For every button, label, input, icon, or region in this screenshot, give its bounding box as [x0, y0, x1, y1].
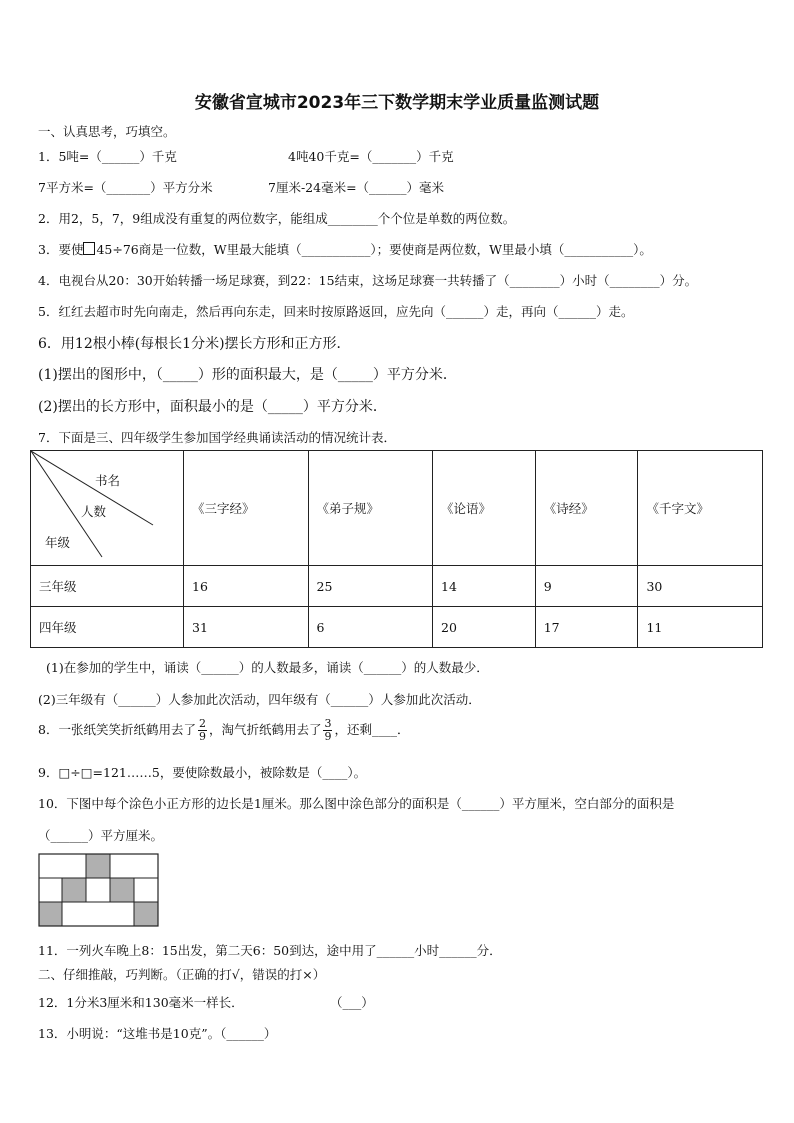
- table-cell: 20: [433, 607, 536, 648]
- question-4: 4．电视台从20：30开始转播一场足球赛，到22：15结束，这场足球赛一共转播了（________）小时（________）分。: [38, 273, 698, 288]
- shaded-square: [86, 854, 110, 878]
- table-cell: 14: [433, 566, 536, 607]
- question-7: 7．下面是三、四年级学生参加国学经典诵读活动的情况统计表．: [38, 430, 396, 445]
- question-1a: 1．5吨=（______）千克: [38, 149, 177, 164]
- fraction-2-9: [198, 718, 207, 743]
- corner-label-book: 书名: [95, 473, 121, 488]
- question-2: 2．用2，5，7，9组成没有重复的两位数字，能组成________个个位是单数的两位数。: [38, 211, 516, 226]
- fraction-numerator: 2: [198, 717, 206, 730]
- question-10-line1: 10．下图中每个涂色小正方形的边长是1厘米。那么图中涂色部分的面积是（______）平方厘米，空白部分的面积是: [38, 796, 675, 811]
- corner-label-people: 人数: [81, 504, 107, 519]
- table-header-row: [31, 451, 763, 566]
- shaded-square: [39, 902, 62, 926]
- question-9: 9．□÷□=121……5，要使除数最小，被除数是（____）。: [38, 765, 367, 780]
- fraction-denominator: 9: [324, 730, 332, 743]
- shaded-square: [134, 902, 158, 926]
- corner-label-grade: 年级: [45, 535, 71, 550]
- table-header-cell: 《千字文》: [638, 451, 763, 566]
- question-6-part2: (2)摆出的长方形中，面积最小的是（_____）平方分米．: [38, 399, 387, 415]
- table-cell: 25: [308, 566, 433, 607]
- page-title: 安徽省宣城市2023年三下数学期末学业质量监测试题: [194, 93, 600, 113]
- question-7-part1: (1)在参加的学生中，诵读（______）的人数最多，诵读（______）的人数最少．: [46, 660, 489, 675]
- table-cell: 16: [184, 566, 309, 607]
- statistics-table: [30, 450, 763, 648]
- question-1b: 4吨40千克=（_______）千克: [288, 149, 454, 164]
- shaded-grid-figure: [38, 853, 162, 927]
- fraction-denominator: 9: [198, 730, 206, 743]
- question-7-part2: (2)三年级有（______）人参加此次活动，四年级有（______）人参加此次活动．: [38, 692, 481, 707]
- table-corner-cell: [31, 451, 184, 566]
- question-5: 5．红红去超市时先向南走，然后再向东走，回来时按原路返回，应先向（______）走，再向（______）走。: [38, 304, 634, 319]
- question-3-rest: 45÷76商是一位数，W里最大能填（___________）；要使商是两位数，W里最小填（___________）。: [96, 242, 652, 257]
- table-row: [31, 566, 763, 607]
- table-cell: 9: [535, 566, 638, 607]
- question-6-part1: (1)摆出的图形中，（_____）形的面积最大，是（_____）平方分米．: [38, 367, 457, 383]
- question-10-line2: （______）平方厘米。: [38, 828, 164, 843]
- table-header-cell: 《诗经》: [535, 451, 638, 566]
- question-1c: 7平方米=（_______）平方分米: [38, 180, 213, 195]
- table-cell: 17: [535, 607, 638, 648]
- table-header-cell: 《弟子规》: [308, 451, 433, 566]
- fraction-3-9: [323, 718, 332, 743]
- section2-heading: 二、仔细推敲，巧判断。（正确的打√，错误的打×）: [38, 967, 326, 982]
- table-header-cell: 《三字经》: [184, 451, 309, 566]
- table-cell: 30: [638, 566, 763, 607]
- table-row-label: 三年级: [31, 566, 184, 607]
- blank-square-icon: [83, 242, 95, 255]
- section1-heading: 一、认真思考，巧填空。: [38, 124, 176, 139]
- question-12: 12．1分米3厘米和130毫米一样长．: [38, 995, 244, 1010]
- question-12-blank: （___）: [330, 995, 374, 1010]
- question-1d: 7厘米-24毫米=（______）毫米: [268, 180, 445, 195]
- question-8: [38, 718, 410, 743]
- question-8-text-c: ，还剩____．: [334, 722, 410, 737]
- fraction-numerator: 3: [324, 717, 332, 730]
- question-3: [38, 240, 652, 258]
- table-row: [31, 607, 763, 648]
- question-13: 13．小明说：“这堆书是10克”。（______）: [38, 1026, 277, 1041]
- question-11: 11．一列火车晚上8：15出发，第二天6：50到达，途中用了______小时______分．: [38, 943, 502, 958]
- table-row-label: 四年级: [31, 607, 184, 648]
- question-3-prefix: 3．要使: [38, 242, 84, 257]
- table-cell: 11: [638, 607, 763, 648]
- table-cell: 6: [308, 607, 433, 648]
- shaded-square: [110, 878, 134, 902]
- table-cell: 31: [184, 607, 309, 648]
- shaded-square: [62, 878, 86, 902]
- table-header-cell: 《论语》: [433, 451, 536, 566]
- question-8-text-a: 8．一张纸笑笑折纸鹤用去了: [38, 722, 196, 737]
- question-8-text-b: ，淘气折纸鹤用去了: [208, 722, 322, 737]
- question-6: 6．用12根小棒(每根长1分米)摆长方形和正方形．: [38, 336, 351, 352]
